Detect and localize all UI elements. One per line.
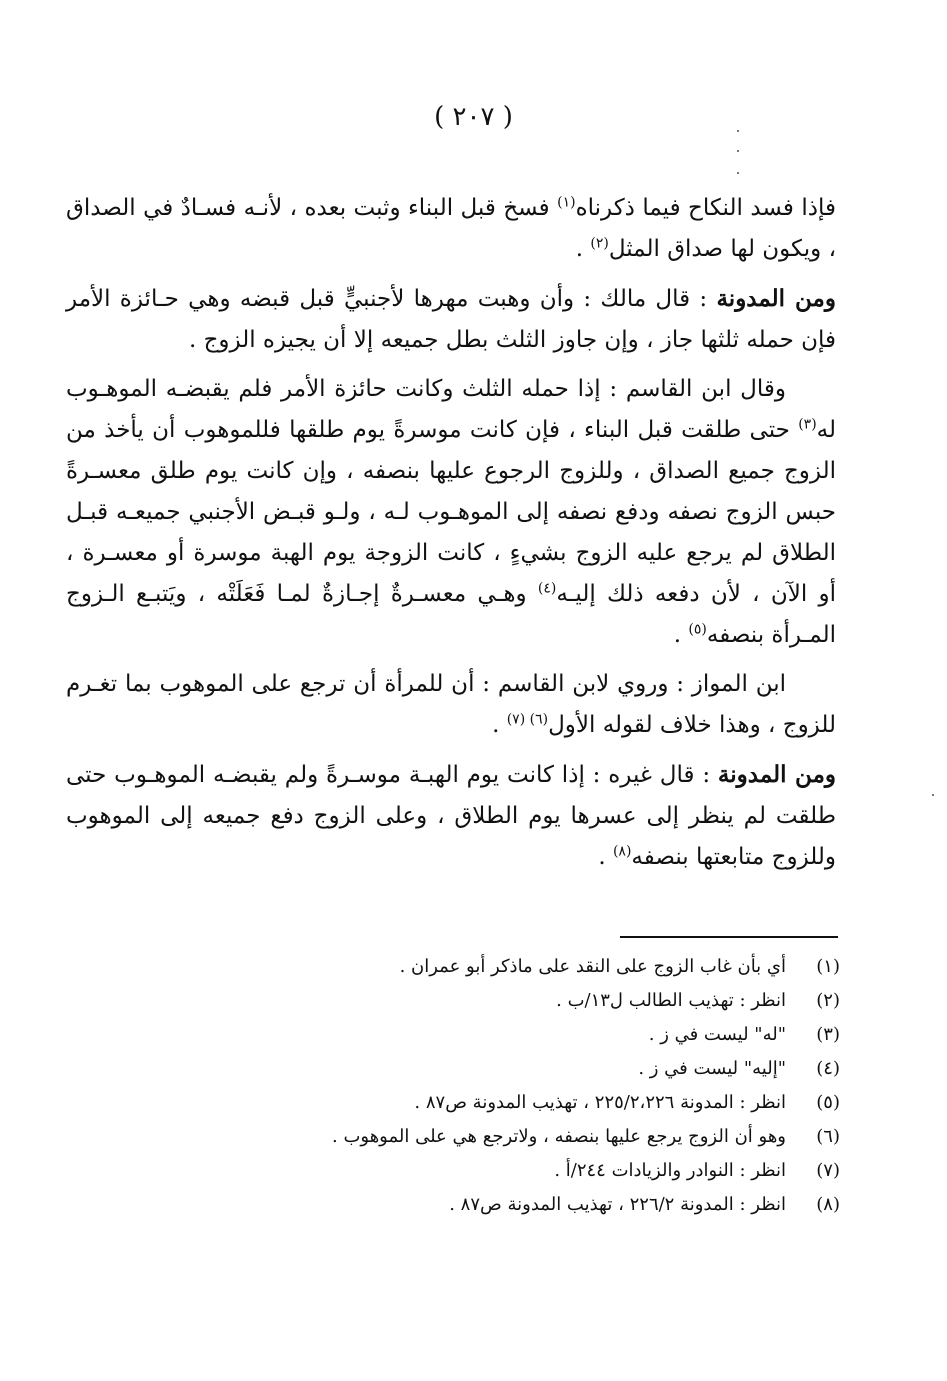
paragraph-text: وهـي معسـرةٌ إجـازةٌ لمـا فَعَلَتْه ، ويَتبـع الـزوج المـرأة بنصفه: [66, 581, 836, 648]
footnote-text: وهو أن الزوج يرجع عليها بنصفه ، ولاترجع هي على الموهوب .: [332, 1126, 786, 1147]
footnote-text: انظر : المدونة ٢٢٥/٢،٢٢٦ ، تهذيب المدونة ص٨٧ .: [414, 1092, 786, 1113]
scan-speck: [932, 794, 934, 796]
source-heading: ومن المدونة: [716, 285, 836, 312]
footnote-ref: (١): [557, 194, 576, 211]
footnote-number: (٥): [816, 1092, 840, 1113]
footnote-ref: (٣): [798, 416, 817, 433]
footnote-number: (٦): [816, 1126, 840, 1147]
footnote-ref: (٤): [537, 580, 557, 597]
paragraph-text: ابن المواز : وروي لابن القاسم : أن للمرأة أن ترجع على الموهوب بما تغـرم للزوج ، وهذا خلاف لقوله الأول: [66, 671, 836, 738]
footnote-number: (١): [816, 956, 840, 977]
footnote-ref: (٦) (٧): [506, 711, 549, 728]
paragraph-text: فسخ قبل البناء وثبت بعده ، لأنـه فسـادٌ في الصداق ، ويكون لها صداق المثل: [66, 195, 836, 262]
paragraph-text: .: [673, 622, 689, 648]
footnote-text: انظر : تهذيب الطالب ل١٣/ب .: [556, 990, 786, 1011]
footnote-number: (٨): [816, 1194, 840, 1215]
footnote-number: (٧): [816, 1160, 840, 1181]
paragraph-text: .: [492, 712, 507, 738]
footnote-ref: (٥): [688, 621, 707, 638]
paragraph-text: .: [575, 236, 591, 262]
main-text: [66, 188, 836, 886]
footnote-text: أي بأن غاب الزوج على النقد على ماذكر أبو عمران .: [399, 956, 786, 977]
footnote-text: انظر : المدونة ٢٢٦/٢ ، تهذيب المدونة ص٨٧ .: [449, 1194, 786, 1215]
paragraph: [66, 188, 836, 270]
source-heading: ومن المدونة: [717, 761, 836, 788]
paragraph-text: وقال ابن القاسم : إذا حمله الثلث وكانت حائزة الأمر فلم يقبضـه الموهـوب له: [66, 376, 836, 443]
page-number: ( ٢٠٧ ): [434, 102, 513, 132]
footnotes: [180, 950, 840, 1222]
paragraph: [66, 664, 836, 746]
footnote-item: [180, 1154, 840, 1188]
scan-speck: [737, 150, 739, 152]
footnote-item: [180, 1120, 840, 1154]
footnote-text: "له" ليست في ز .: [648, 1024, 786, 1045]
footnote-ref: (٢): [590, 235, 609, 252]
paragraph-text: : قال غيره : إذا كانت يوم الهبـة موسـرةً ولم يقبضـه الموهـوب حتى طلقت لم ينظر إلى عسرها يوم الطلاق ، وعلى الزوج دفع جميعه إلى الموهوب وللزوج متابعتها بنصفه: [66, 762, 836, 870]
paragraph: [66, 369, 836, 656]
footnote-number: (٣): [816, 1024, 840, 1045]
scan-speck: [737, 130, 739, 132]
footnote-item: [180, 1086, 840, 1120]
paragraph: [66, 278, 836, 361]
paragraph-text: فإذا فسد النكاح فيما ذكرناه: [575, 195, 836, 221]
footnote-number: (٤): [816, 1058, 840, 1079]
paragraph: [66, 754, 836, 878]
footnote-item: [180, 984, 840, 1018]
footnote-ref: (٨): [612, 843, 632, 860]
footnote-separator: [620, 936, 838, 938]
footnote-item: [180, 950, 840, 984]
scan-speck: [737, 172, 739, 174]
footnote-item: [180, 1052, 840, 1086]
footnote-number: (٢): [816, 990, 840, 1011]
paragraph-text: .: [598, 844, 613, 870]
footnote-item: [180, 1018, 840, 1052]
footnote-item: [180, 1188, 840, 1222]
paragraph-text: : قال مالك : وأن وهبت مهرها لأجنبيٍّ قبل قبضه وهي حـائزة الأمر فإن حمله ثلثها جاز ، وإن جاوز الثلث بطل جميعه إلا أن يجيزه الزوج .: [66, 286, 836, 353]
footnote-text: انظر : النوادر والزيادات ٢٤٤/أ .: [554, 1160, 786, 1181]
footnote-text: "إليه" ليست في ز .: [638, 1058, 786, 1079]
paragraph-text: حتى طلقت قبل البناء ، فإن كانت موسرةً يوم طلقها فللموهوب أن يأخذ من الزوج جميع الصداق ، وللزوج الرجوع عليها بنصفه ، وإن كانت يوم طلق معسـرةً حبس الزوج نصفه ودفع نصفه إلى الموهـوب لـه ، ولـو قبـض الأجنبي جميعـه قبـل الطلاق لم يرجع عليه الزوج بشيءٍ ، كانت الزوجة يوم الهبة موسرة أو معسـرة ، أو الآن ، لأن دفعه ذلك إليـه: [66, 417, 836, 607]
